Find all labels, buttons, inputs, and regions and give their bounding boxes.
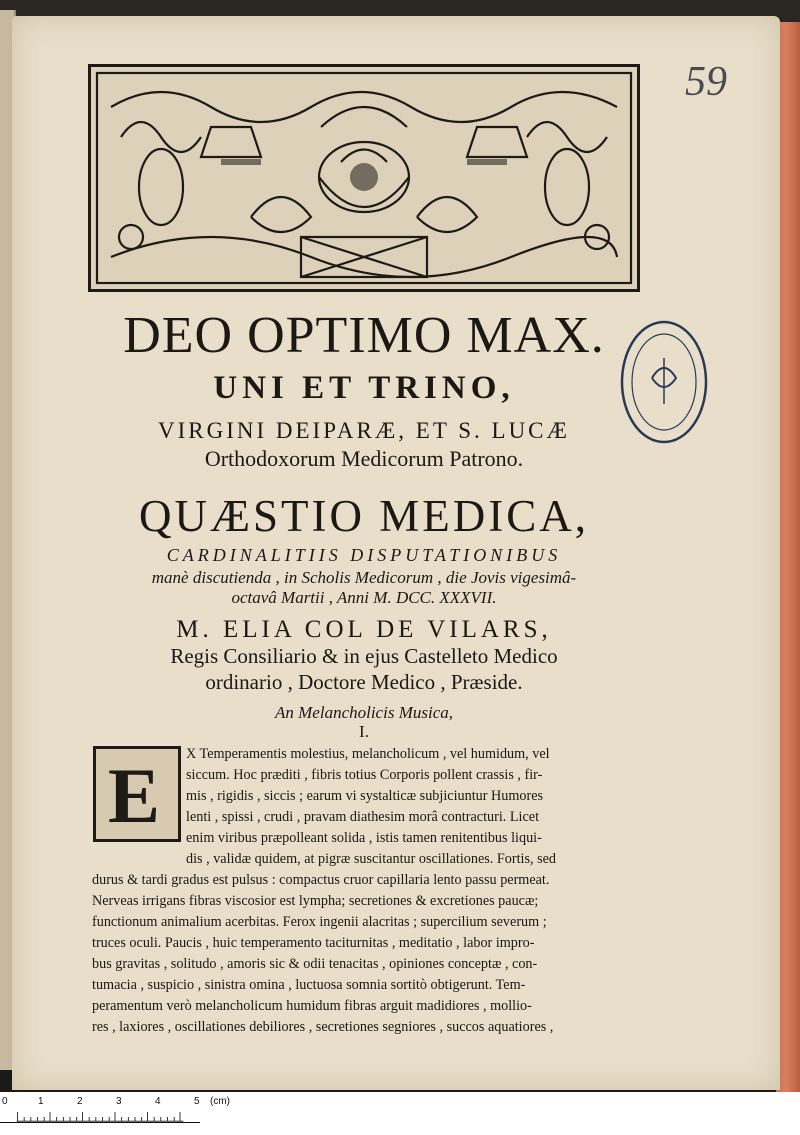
scale-bar: [0, 1092, 800, 1135]
ruler-ticks: [0, 1112, 200, 1123]
section-number: I.: [359, 722, 369, 741]
question-line-2: manè discutienda , in Scholis Medicorum , die Jovis vigesimâ-: [151, 568, 577, 587]
body-line: durus & tardi gradus est pulsus : compactus cruor capillaria lento passu permeat.: [92, 872, 550, 888]
body-line: bus gravitas , solitudo , amoris sic & odii tenacitas , opiniones conceptæ , con-: [92, 956, 538, 972]
folio-number: 59: [685, 59, 727, 105]
dedication-line-2: UNI ET TRINO,: [213, 370, 515, 406]
praeses-line-3: ordinario , Doctore Medico , Præside.: [205, 670, 523, 694]
drop-cap: [93, 746, 181, 842]
body-line: mis , rigidis , siccis ; earum vi systalticæ subjiciuntur Humores: [186, 788, 544, 804]
body-line: siccum. Hoc præditi , fibris totius Corporis pollent crassis , fir-: [186, 767, 543, 783]
body-line: X Temperamentis molestius, melancholicum , vel humidum, vel: [186, 746, 550, 762]
body-line: functionum animalium acerbitas. Ferox ingenii alacritas ; supercilium severum ;: [92, 914, 547, 930]
praeses-name: M. ELIA COL DE VILARS,: [176, 616, 552, 643]
body-line: dis , validæ quidem, at pigræ suscitantur oscillationes. Fortis, sed: [186, 851, 557, 867]
body-line: res , laxiores , oscillationes debiliores , secretiones segniores , succos aquatiores ,: [92, 1019, 554, 1035]
drop-cap-letter: E: [108, 752, 161, 839]
scale-label: 5: [194, 1096, 200, 1107]
body-line: lenti , spissi , crudi , pravam diathesim morâ contracturi. Licet: [186, 809, 540, 825]
body-line: peramentum verò melancholicum humidum fibras arguit madidiores , mollio-: [92, 998, 532, 1014]
thesis-subject: An Melancholicis Musica,: [275, 703, 453, 722]
scale-label: 3: [116, 1096, 122, 1107]
scale-label: 1: [38, 1096, 44, 1107]
body-line: enim viribus præpolleant solida , istis tamen renitentibus liqui-: [186, 830, 542, 846]
body-line: Nerveas irrigans fibras viscosior est lympha; secretiones & excretiones paucæ;: [92, 893, 539, 909]
dedication-line-4: Orthodoxorum Medicorum Patrono.: [204, 446, 524, 471]
headpiece-ornament-icon: [91, 67, 637, 289]
dedication-line-3: VIRGINI DEIPARÆ, ET S. LUCÆ: [158, 418, 570, 443]
question-line-1: CARDINALITIIS DISPUTATIONIBUS: [166, 545, 562, 565]
scale-label: 2: [77, 1096, 83, 1107]
scale-label: 4: [155, 1096, 161, 1107]
dedication-title: DEO OPTIMO MAX.: [123, 307, 605, 364]
scale-label: 0: [2, 1096, 8, 1107]
question-heading: QUÆSTIO MEDICA,: [139, 491, 589, 541]
praeses-line-2: Regis Consiliario & in ejus Castelleto Medico: [170, 644, 558, 668]
body-line: truces oculi. Paucis , huic temperamento taciturnitas , meditatio , labor impro-: [92, 935, 535, 951]
body-line: tumacia , suspicio , sinistra omina , luctuosa somnia sortitò obtigerunt. Tem-: [92, 977, 526, 993]
scale-unit: (cm): [210, 1096, 230, 1107]
question-line-3: octavâ Martii , Anni M. DCC. XXXVII.: [231, 588, 497, 607]
ornamental-headpiece: [88, 64, 640, 292]
